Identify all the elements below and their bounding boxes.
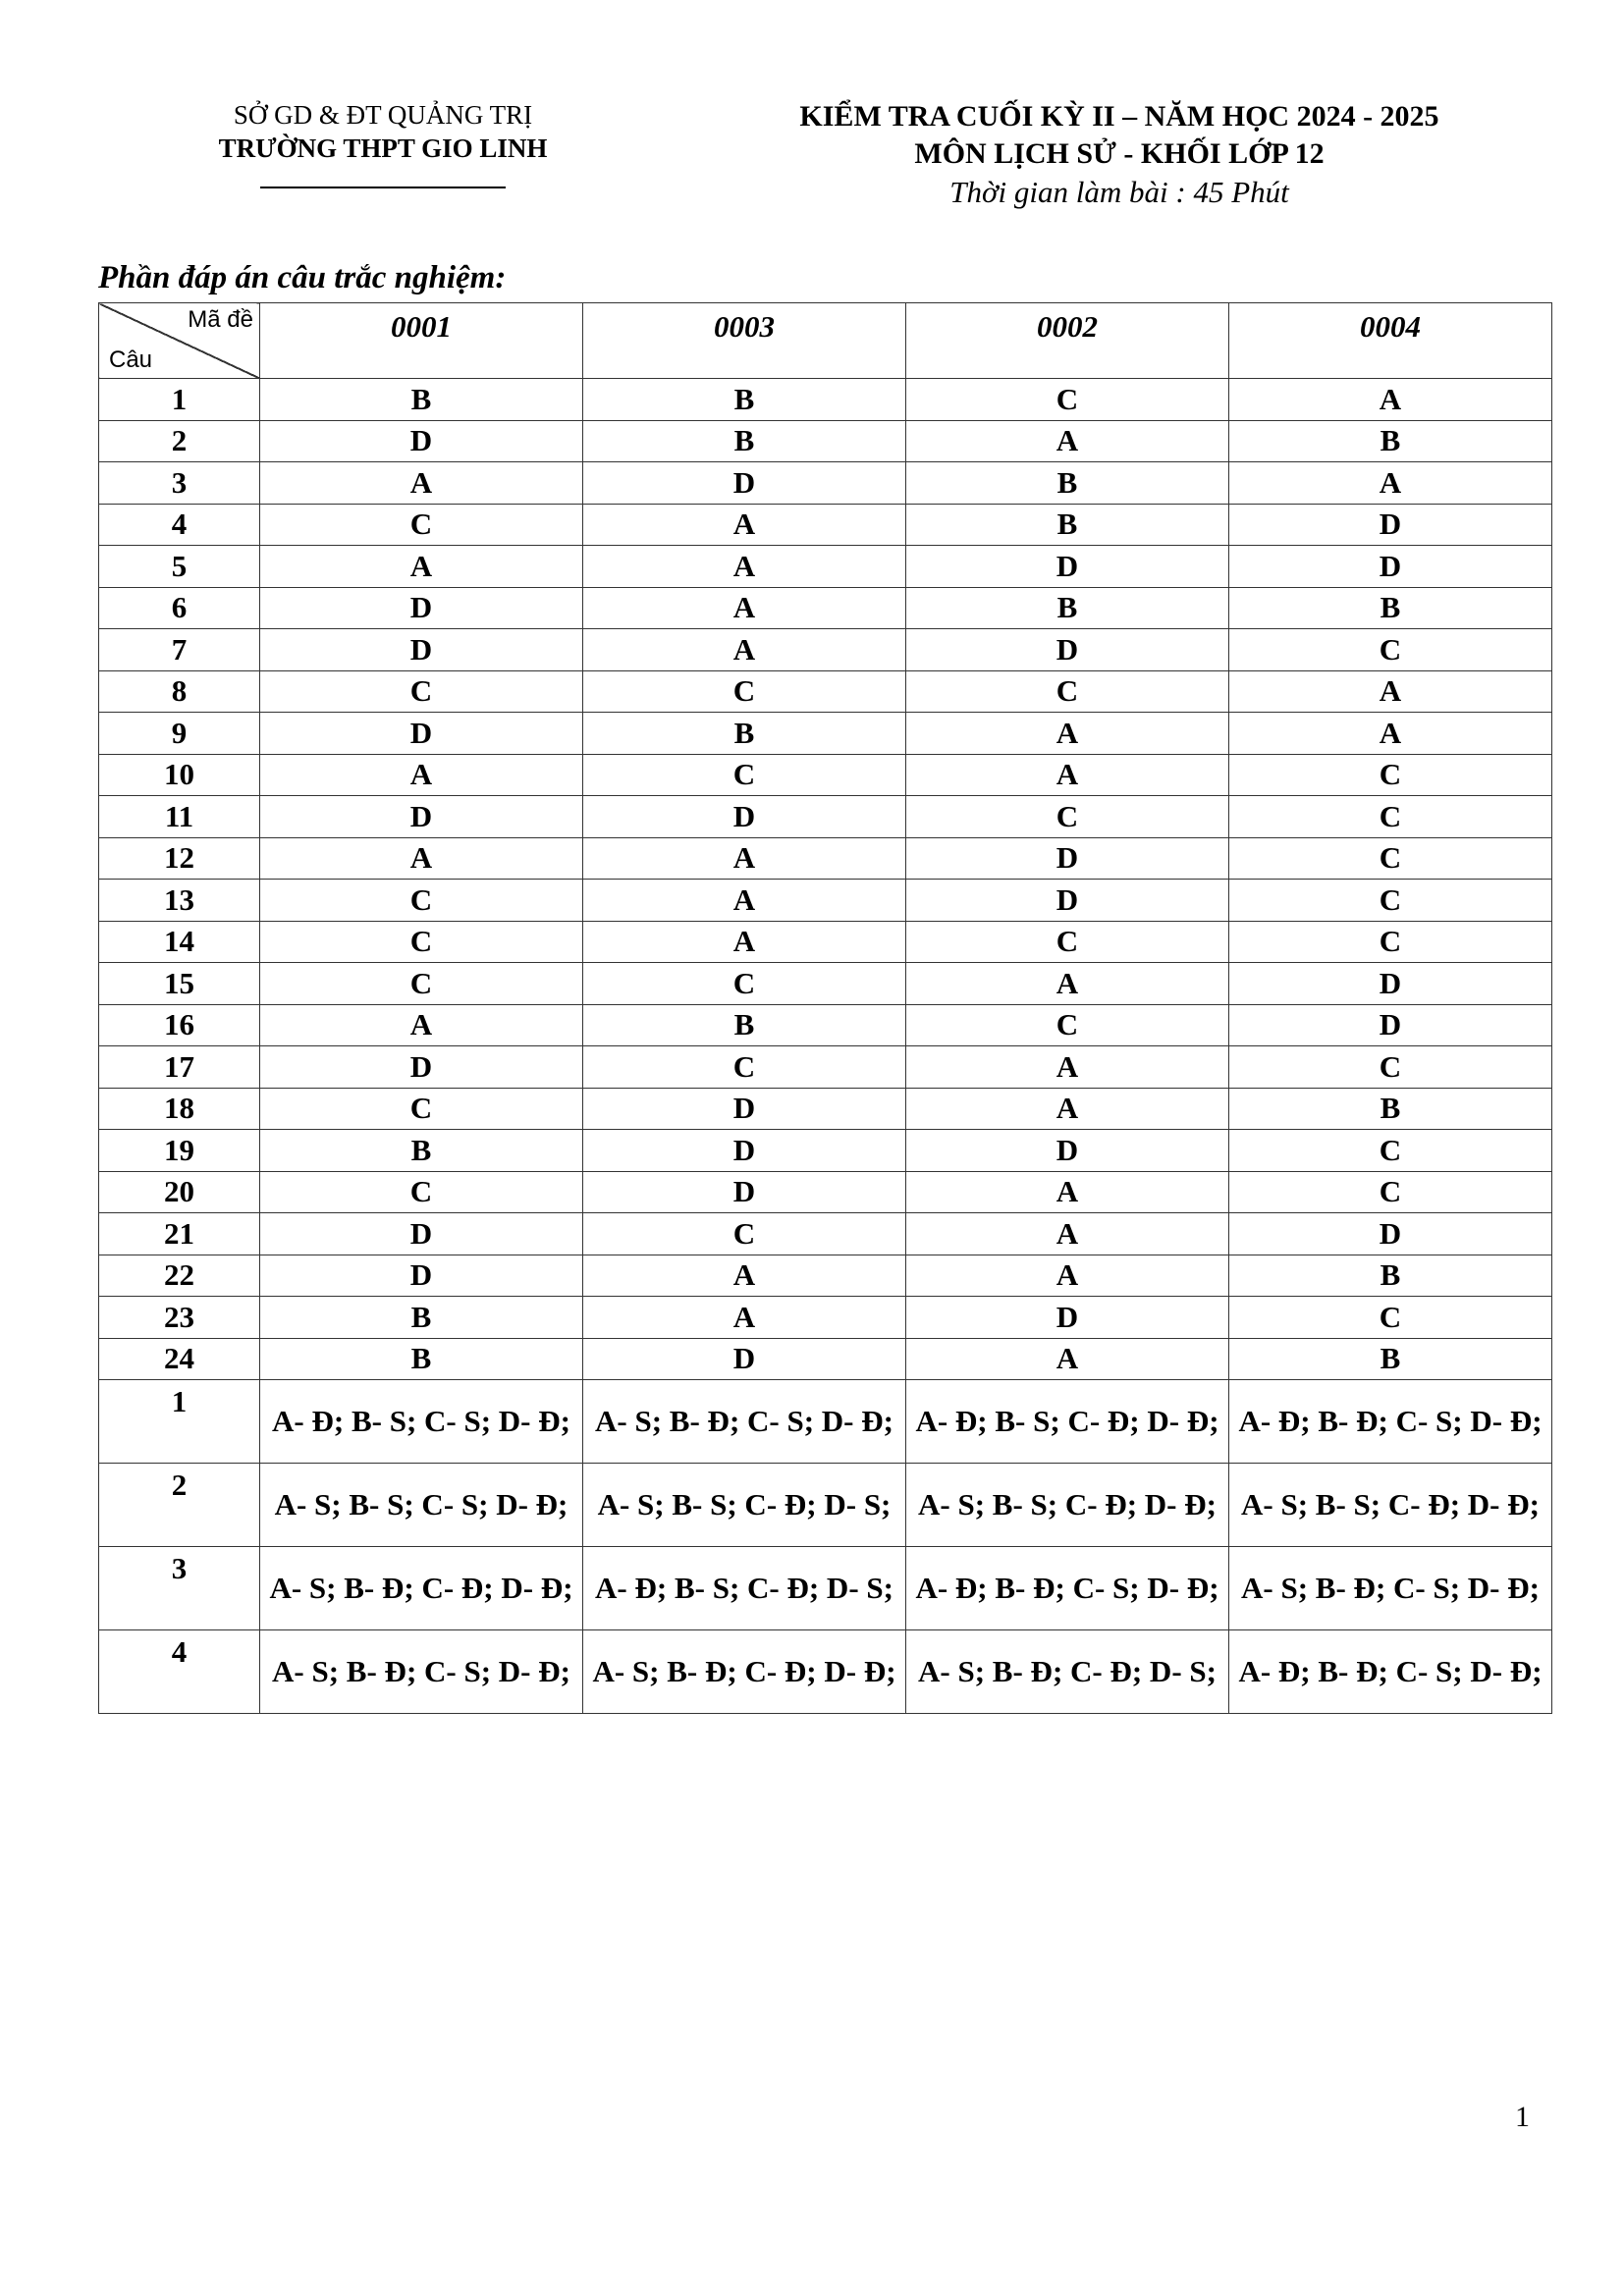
exam-subject: MÔN LỊCH SỬ - KHỐI LỚP 12: [914, 137, 1325, 170]
answer-cell: A: [583, 1255, 906, 1297]
answer-cell: C: [1229, 1297, 1552, 1339]
answer-cell: A: [1229, 670, 1552, 713]
answer-key-table: [98, 302, 1552, 1714]
answer-cell: D: [906, 837, 1229, 880]
table-row: [99, 1130, 1552, 1172]
answer-cell: A: [906, 1046, 1229, 1089]
answer-cell: A: [583, 546, 906, 588]
table-row: [99, 1255, 1552, 1297]
answer-cell: A: [906, 1338, 1229, 1380]
answer-cell: A: [583, 837, 906, 880]
answer-cell: B: [260, 1338, 583, 1380]
table-row: [99, 837, 1552, 880]
corner-label-question: Câu: [109, 347, 153, 373]
question-number-cell: 17: [99, 1046, 260, 1089]
answer-cell: A: [583, 921, 906, 963]
question-number-cell: 10: [99, 754, 260, 796]
table-row: [99, 1004, 1552, 1046]
answer-cell: B: [906, 504, 1229, 546]
answer-cell: B: [583, 379, 906, 421]
answer-cell: B: [906, 462, 1229, 505]
answer-cell: B: [260, 379, 583, 421]
table-row: [99, 420, 1552, 462]
table-row: [99, 880, 1552, 922]
table-row: [99, 1213, 1552, 1255]
question-number-cell: 4: [99, 1630, 260, 1714]
answer-cell: A: [906, 1088, 1229, 1130]
answer-cell: A: [583, 880, 906, 922]
answer-cell: C: [1229, 1046, 1552, 1089]
answer-cell: C: [1229, 796, 1552, 838]
answer-cell: D: [260, 1046, 583, 1089]
answer-cell: A- S; B- Đ; C- S; D- Đ;: [583, 1380, 906, 1464]
table-row: [99, 629, 1552, 671]
table-row: [99, 921, 1552, 963]
answer-cell: B: [1229, 1338, 1552, 1380]
table-row: [99, 546, 1552, 588]
answer-cell: A- S; B- S; C- Đ; D- Đ;: [906, 1464, 1229, 1547]
question-number-cell: 15: [99, 963, 260, 1005]
answer-cell: A- Đ; B- S; C- Đ; D- Đ;: [906, 1380, 1229, 1464]
table-row: [99, 670, 1552, 713]
table-row: [99, 1088, 1552, 1130]
exam-title: KIỂM TRA CUỐI KỲ II – NĂM HỌC 2024 - 2025: [799, 100, 1439, 133]
answer-cell: A: [260, 1004, 583, 1046]
answer-cell: D: [1229, 1213, 1552, 1255]
answer-cell: A: [906, 1171, 1229, 1213]
answer-cell: C: [260, 670, 583, 713]
answer-cell: C: [906, 1004, 1229, 1046]
answer-cell: C: [260, 1171, 583, 1213]
answer-cell: D: [260, 1213, 583, 1255]
answer-cell: D: [260, 420, 583, 462]
answer-cell: C: [906, 796, 1229, 838]
table-row: [99, 963, 1552, 1005]
answer-cell: D: [583, 1171, 906, 1213]
table-row: [99, 462, 1552, 505]
question-number-cell: 11: [99, 796, 260, 838]
answer-cell: A: [906, 754, 1229, 796]
answer-cell: A: [906, 1255, 1229, 1297]
exam-code-header: 0002: [906, 303, 1229, 379]
answer-cell: D: [1229, 1004, 1552, 1046]
question-number-cell: 24: [99, 1338, 260, 1380]
answer-cell: A: [1229, 713, 1552, 755]
answer-cell: A- S; B- Đ; C- Đ; D- Đ;: [583, 1630, 906, 1714]
answer-cell: D: [1229, 963, 1552, 1005]
answer-cell: B: [260, 1130, 583, 1172]
question-number-cell: 3: [99, 462, 260, 505]
answer-cell: C: [583, 670, 906, 713]
question-number-cell: 1: [99, 379, 260, 421]
answer-cell: D: [1229, 546, 1552, 588]
answer-cell: D: [583, 462, 906, 505]
table-row: [99, 1046, 1552, 1089]
answer-cell: C: [583, 1213, 906, 1255]
question-number-cell: 20: [99, 1171, 260, 1213]
table-row: [99, 1464, 1552, 1547]
answer-cell: A: [583, 504, 906, 546]
answer-cell: A- Đ; B- Đ; C- S; D- Đ;: [906, 1547, 1229, 1630]
question-number-cell: 19: [99, 1130, 260, 1172]
question-number-cell: 18: [99, 1088, 260, 1130]
answer-cell: C: [260, 1088, 583, 1130]
question-number-cell: 22: [99, 1255, 260, 1297]
answer-cell: B: [1229, 420, 1552, 462]
question-number-cell: 2: [99, 420, 260, 462]
answer-cell: D: [906, 546, 1229, 588]
answer-cell: C: [260, 921, 583, 963]
table-row: [99, 1171, 1552, 1213]
question-number-cell: 2: [99, 1464, 260, 1547]
question-number-cell: 14: [99, 921, 260, 963]
answer-cell: D: [260, 713, 583, 755]
question-number-cell: 4: [99, 504, 260, 546]
answer-cell: B: [1229, 587, 1552, 629]
school-name: TRƯỜNG THPT GIO LINH: [218, 133, 548, 163]
answer-cell: C: [583, 1046, 906, 1089]
table-row: [99, 1338, 1552, 1380]
question-number-cell: 13: [99, 880, 260, 922]
answer-cell: A: [260, 462, 583, 505]
table-row: [99, 379, 1552, 421]
question-number-cell: 1: [99, 1380, 260, 1464]
answer-cell: C: [906, 670, 1229, 713]
question-number-cell: 21: [99, 1213, 260, 1255]
answer-cell: A- Đ; B- Đ; C- S; D- Đ;: [1229, 1630, 1552, 1714]
answer-cell: C: [260, 504, 583, 546]
answer-cell: D: [583, 1338, 906, 1380]
answer-cell: C: [1229, 880, 1552, 922]
answer-cell: A- S; B- S; C- Đ; D- Đ;: [1229, 1464, 1552, 1547]
exam-duration: Thời gian làm bài : 45 Phút: [949, 175, 1289, 209]
answer-cell: A- S; B- S; C- S; D- Đ;: [260, 1464, 583, 1547]
answer-cell: A- S; B- Đ; C- Đ; D- S;: [906, 1630, 1229, 1714]
answer-cell: D: [906, 1130, 1229, 1172]
answer-cell: D: [260, 1255, 583, 1297]
answer-cell: C: [1229, 1171, 1552, 1213]
question-number-cell: 7: [99, 629, 260, 671]
table-row: [99, 504, 1552, 546]
answer-cell: A: [583, 1297, 906, 1339]
department-name: SỞ GD & ĐT QUẢNG TRỊ: [233, 100, 533, 130]
answer-cell: C: [1229, 921, 1552, 963]
answer-cell: D: [583, 796, 906, 838]
question-number-cell: 5: [99, 546, 260, 588]
header-left: [147, 98, 619, 188]
exam-code-header: 0004: [1229, 303, 1552, 379]
table-row: [99, 1547, 1552, 1630]
answer-cell: D: [906, 1297, 1229, 1339]
answer-cell: D: [260, 629, 583, 671]
answer-cell: A- Đ; B- Đ; C- S; D- Đ;: [1229, 1380, 1552, 1464]
question-number-cell: 16: [99, 1004, 260, 1046]
answer-cell: B: [1229, 1255, 1552, 1297]
answer-cell: A: [583, 629, 906, 671]
answer-cell: A: [1229, 379, 1552, 421]
question-number-cell: 9: [99, 713, 260, 755]
answer-cell: A- S; B- Đ; C- Đ; D- Đ;: [260, 1547, 583, 1630]
answer-cell: A- S; B- S; C- Đ; D- S;: [583, 1464, 906, 1547]
answer-cell: A: [906, 420, 1229, 462]
table-row: [99, 754, 1552, 796]
answer-cell: C: [1229, 629, 1552, 671]
answer-cell: D: [583, 1088, 906, 1130]
table-row: [99, 1380, 1552, 1464]
table-row: [99, 1297, 1552, 1339]
exam-code-header: 0003: [583, 303, 906, 379]
answer-cell: D: [260, 796, 583, 838]
answer-cell: A: [260, 754, 583, 796]
answer-cell: B: [1229, 1088, 1552, 1130]
table-row: [99, 587, 1552, 629]
page-number: 1: [1515, 2101, 1530, 2133]
question-number-cell: 23: [99, 1297, 260, 1339]
answer-cell: C: [1229, 1130, 1552, 1172]
answer-cell: C: [1229, 837, 1552, 880]
corner-label-code: Mã đề: [188, 306, 253, 333]
answer-cell: C: [583, 963, 906, 1005]
answer-cell: D: [1229, 504, 1552, 546]
answer-cell: C: [906, 921, 1229, 963]
table-row: [99, 1630, 1552, 1714]
header-divider: [260, 187, 506, 188]
answer-cell: D: [583, 1130, 906, 1172]
answer-cell: A: [260, 546, 583, 588]
answer-cell: C: [906, 379, 1229, 421]
answer-cell: B: [583, 1004, 906, 1046]
answer-cell: C: [1229, 754, 1552, 796]
question-number-cell: 8: [99, 670, 260, 713]
answer-cell: D: [906, 629, 1229, 671]
answer-cell: C: [260, 880, 583, 922]
table-row: [99, 713, 1552, 755]
answer-cell: A- S; B- Đ; C- S; D- Đ;: [260, 1630, 583, 1714]
answer-cell: B: [260, 1297, 583, 1339]
question-number-cell: 12: [99, 837, 260, 880]
question-number-cell: 3: [99, 1547, 260, 1630]
answer-cell: A: [906, 963, 1229, 1005]
answer-cell: C: [260, 963, 583, 1005]
exam-code-header: 0001: [260, 303, 583, 379]
answer-cell: D: [906, 880, 1229, 922]
answer-cell: A: [906, 1213, 1229, 1255]
corner-header-cell: [99, 303, 260, 379]
table-header-row: [99, 303, 1552, 379]
answer-cell: B: [583, 713, 906, 755]
answer-cell: A: [583, 587, 906, 629]
section-title: Phần đáp án câu trắc nghiệm:: [98, 260, 507, 295]
answer-cell: C: [583, 754, 906, 796]
question-number-cell: 6: [99, 587, 260, 629]
answer-cell: A: [1229, 462, 1552, 505]
answer-cell: A- S; B- Đ; C- S; D- Đ;: [1229, 1547, 1552, 1630]
answer-cell: A- Đ; B- S; C- Đ; D- S;: [583, 1547, 906, 1630]
answer-cell: A: [906, 713, 1229, 755]
answer-cell: D: [260, 587, 583, 629]
answer-cell: B: [906, 587, 1229, 629]
answer-cell: A- Đ; B- S; C- S; D- Đ;: [260, 1380, 583, 1464]
table-row: [99, 796, 1552, 838]
answer-cell: B: [583, 420, 906, 462]
answer-cell: A: [260, 837, 583, 880]
header-right: [687, 98, 1551, 212]
